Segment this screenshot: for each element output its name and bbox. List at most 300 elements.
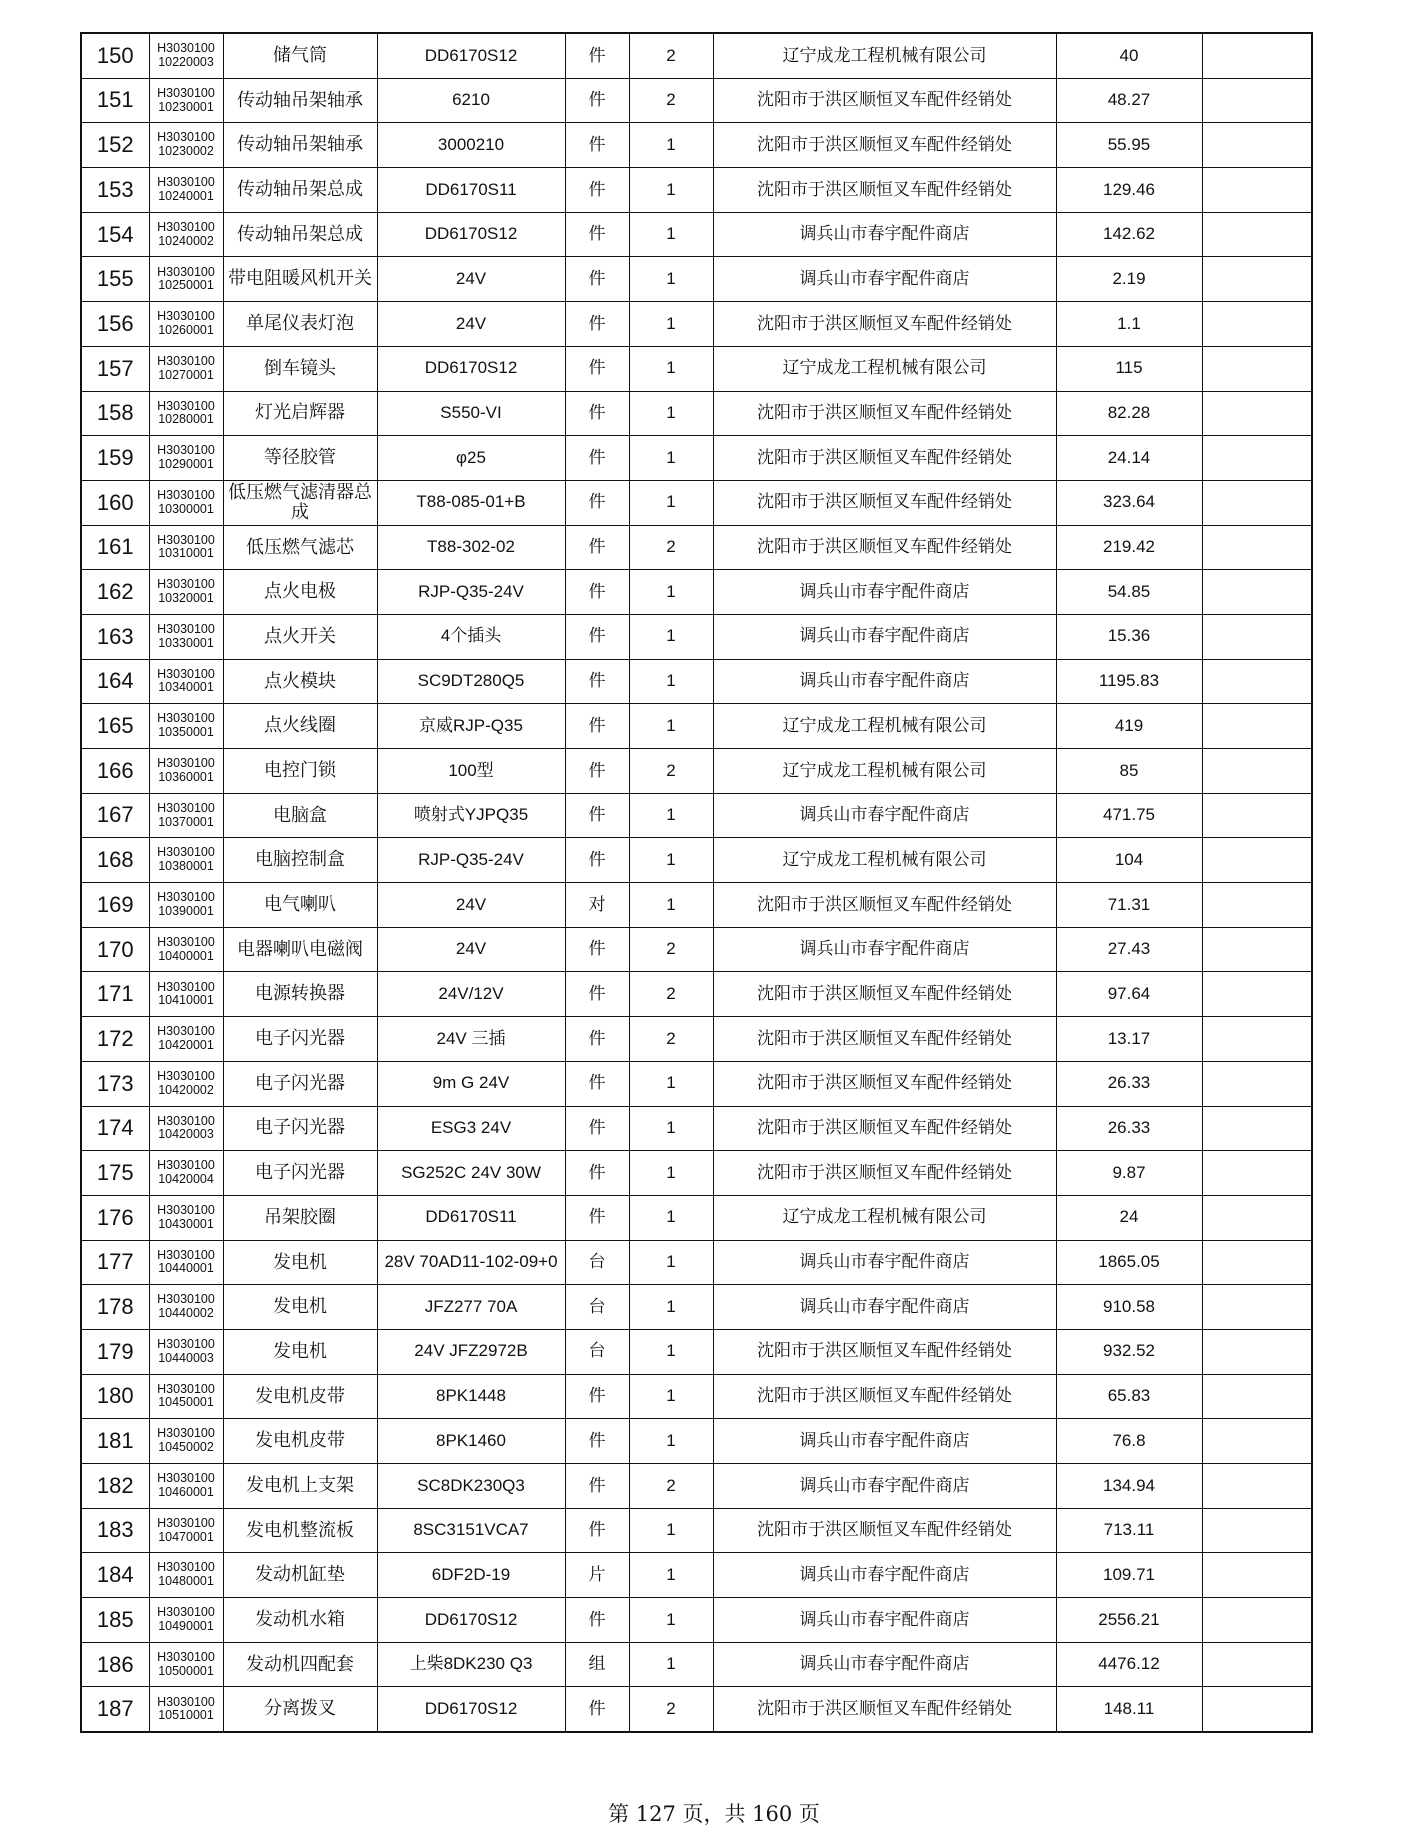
remark-cell [1202, 480, 1312, 525]
part-name-cell: 发电机皮带 [223, 1419, 377, 1464]
supplier-cell: 沈阳市于洪区顺恒叉车配件经销处 [713, 1329, 1056, 1374]
material-code-cell: H3030100 10420003 [149, 1106, 223, 1151]
supplier-cell: 调兵山市春宇配件商店 [713, 614, 1056, 659]
table-row [81, 1642, 1312, 1687]
quantity-cell: 1 [629, 793, 713, 838]
supplier-cell: 调兵山市春宇配件商店 [713, 1240, 1056, 1285]
quantity-cell: 2 [629, 1687, 713, 1732]
table-row [81, 1464, 1312, 1509]
part-spec-cell: 上柴8DK230 Q3 [377, 1642, 565, 1687]
table-row [81, 883, 1312, 928]
unit-price-cell: 1.1 [1056, 302, 1202, 347]
material-code-cell: H3030100 10440003 [149, 1329, 223, 1374]
part-spec-cell: 8SC3151VCA7 [377, 1508, 565, 1553]
part-spec-cell: S550-VI [377, 391, 565, 436]
supplier-cell: 调兵山市春宇配件商店 [713, 1464, 1056, 1509]
unit-cell: 件 [565, 1106, 629, 1151]
remark-cell [1202, 883, 1312, 928]
material-code-cell: H3030100 10240001 [149, 168, 223, 213]
table-row [81, 972, 1312, 1017]
part-spec-cell: DD6170S12 [377, 1598, 565, 1643]
row-number-cell: 184 [81, 1553, 149, 1598]
unit-price-cell: 65.83 [1056, 1374, 1202, 1419]
part-name-cell: 发动机缸垫 [223, 1553, 377, 1598]
part-spec-cell: 3000210 [377, 123, 565, 168]
quantity-cell: 1 [629, 704, 713, 749]
table-row [81, 212, 1312, 257]
row-number-cell: 170 [81, 927, 149, 972]
remark-cell [1202, 1017, 1312, 1062]
material-code-cell: H3030100 10290001 [149, 436, 223, 481]
part-name-cell: 传动轴吊架总成 [223, 212, 377, 257]
supplier-cell: 辽宁成龙工程机械有限公司 [713, 704, 1056, 749]
unit-cell: 件 [565, 346, 629, 391]
supplier-cell: 沈阳市于洪区顺恒叉车配件经销处 [713, 1508, 1056, 1553]
quantity-cell: 1 [629, 123, 713, 168]
material-code-cell: H3030100 10220003 [149, 33, 223, 78]
table-row [81, 704, 1312, 749]
unit-cell: 件 [565, 1017, 629, 1062]
remark-cell [1202, 1374, 1312, 1419]
part-name-cell: 传动轴吊架总成 [223, 168, 377, 213]
part-spec-cell: 24V [377, 257, 565, 302]
quantity-cell: 1 [629, 1374, 713, 1419]
quantity-cell: 1 [629, 480, 713, 525]
quantity-cell: 2 [629, 78, 713, 123]
supplier-cell: 沈阳市于洪区顺恒叉车配件经销处 [713, 1061, 1056, 1106]
table-row [81, 302, 1312, 347]
unit-cell: 件 [565, 704, 629, 749]
part-name-cell: 电控门锁 [223, 749, 377, 794]
material-code-cell: H3030100 10320001 [149, 570, 223, 615]
part-spec-cell: 6DF2D-19 [377, 1553, 565, 1598]
quantity-cell: 1 [629, 1598, 713, 1643]
part-name-cell: 分离拨叉 [223, 1687, 377, 1732]
table-row [81, 1061, 1312, 1106]
material-code-cell: H3030100 10430001 [149, 1195, 223, 1240]
supplier-cell: 辽宁成龙工程机械有限公司 [713, 1195, 1056, 1240]
remark-cell [1202, 1642, 1312, 1687]
part-name-cell: 电子闪光器 [223, 1151, 377, 1196]
table-row [81, 749, 1312, 794]
unit-cell: 台 [565, 1240, 629, 1285]
part-spec-cell: DD6170S12 [377, 346, 565, 391]
material-code-cell: H3030100 10490001 [149, 1598, 223, 1643]
unit-cell: 件 [565, 391, 629, 436]
unit-cell: 件 [565, 749, 629, 794]
row-number-cell: 155 [81, 257, 149, 302]
row-number-cell: 154 [81, 212, 149, 257]
quantity-cell: 1 [629, 346, 713, 391]
row-number-cell: 173 [81, 1061, 149, 1106]
supplier-cell: 沈阳市于洪区顺恒叉车配件经销处 [713, 972, 1056, 1017]
remark-cell [1202, 33, 1312, 78]
remark-cell [1202, 1195, 1312, 1240]
part-spec-cell: RJP-Q35-24V [377, 838, 565, 883]
part-spec-cell: 8PK1460 [377, 1419, 565, 1464]
part-spec-cell: SC9DT280Q5 [377, 659, 565, 704]
material-code-cell: H3030100 10310001 [149, 525, 223, 570]
remark-cell [1202, 1508, 1312, 1553]
unit-cell: 件 [565, 168, 629, 213]
part-spec-cell: DD6170S12 [377, 33, 565, 78]
row-number-cell: 174 [81, 1106, 149, 1151]
part-spec-cell: 8PK1448 [377, 1374, 565, 1419]
quantity-cell: 1 [629, 1061, 713, 1106]
table-row [81, 1419, 1312, 1464]
remark-cell [1202, 78, 1312, 123]
part-name-cell: 电子闪光器 [223, 1106, 377, 1151]
part-spec-cell: T88-085-01+B [377, 480, 565, 525]
unit-price-cell: 4476.12 [1056, 1642, 1202, 1687]
quantity-cell: 1 [629, 391, 713, 436]
table-row [81, 480, 1312, 525]
supplier-cell: 调兵山市春宇配件商店 [713, 793, 1056, 838]
part-spec-cell: 100型 [377, 749, 565, 794]
row-number-cell: 179 [81, 1329, 149, 1374]
row-number-cell: 182 [81, 1464, 149, 1509]
material-code-cell: H3030100 10450001 [149, 1374, 223, 1419]
remark-cell [1202, 1687, 1312, 1732]
unit-price-cell: 471.75 [1056, 793, 1202, 838]
remark-cell [1202, 659, 1312, 704]
supplier-cell: 调兵山市春宇配件商店 [713, 659, 1056, 704]
row-number-cell: 178 [81, 1285, 149, 1330]
table-row [81, 346, 1312, 391]
quantity-cell: 2 [629, 1017, 713, 1062]
part-spec-cell: 24V [377, 302, 565, 347]
supplier-cell: 调兵山市春宇配件商店 [713, 1285, 1056, 1330]
unit-price-cell: 142.62 [1056, 212, 1202, 257]
part-spec-cell: SG252C 24V 30W [377, 1151, 565, 1196]
row-number-cell: 167 [81, 793, 149, 838]
part-name-cell: 传动轴吊架轴承 [223, 78, 377, 123]
remark-cell [1202, 436, 1312, 481]
unit-cell: 件 [565, 972, 629, 1017]
material-code-cell: H3030100 10460001 [149, 1464, 223, 1509]
material-code-cell: H3030100 10420001 [149, 1017, 223, 1062]
part-spec-cell: 6210 [377, 78, 565, 123]
unit-price-cell: 55.95 [1056, 123, 1202, 168]
table-row [81, 257, 1312, 302]
unit-price-cell: 1865.05 [1056, 1240, 1202, 1285]
row-number-cell: 186 [81, 1642, 149, 1687]
unit-price-cell: 97.64 [1056, 972, 1202, 1017]
table-row [81, 1106, 1312, 1151]
row-number-cell: 180 [81, 1374, 149, 1419]
material-code-cell: H3030100 10240002 [149, 212, 223, 257]
part-name-cell: 电气喇叭 [223, 883, 377, 928]
table-row [81, 1374, 1312, 1419]
quantity-cell: 1 [629, 257, 713, 302]
material-code-cell: H3030100 10280001 [149, 391, 223, 436]
part-spec-cell: SC8DK230Q3 [377, 1464, 565, 1509]
part-name-cell: 发电机整流板 [223, 1508, 377, 1553]
unit-cell: 件 [565, 257, 629, 302]
unit-cell: 件 [565, 480, 629, 525]
unit-cell: 件 [565, 793, 629, 838]
supplier-cell: 沈阳市于洪区顺恒叉车配件经销处 [713, 1106, 1056, 1151]
material-code-cell: H3030100 10440001 [149, 1240, 223, 1285]
row-number-cell: 171 [81, 972, 149, 1017]
part-name-cell: 电子闪光器 [223, 1061, 377, 1106]
row-number-cell: 175 [81, 1151, 149, 1196]
part-name-cell: 低压燃气滤清器总成 [223, 480, 377, 525]
row-number-cell: 150 [81, 33, 149, 78]
unit-cell: 件 [565, 1151, 629, 1196]
remark-cell [1202, 391, 1312, 436]
unit-price-cell: 76.8 [1056, 1419, 1202, 1464]
row-number-cell: 159 [81, 436, 149, 481]
material-code-cell: H3030100 10440002 [149, 1285, 223, 1330]
quantity-cell: 1 [629, 838, 713, 883]
part-name-cell: 发动机水箱 [223, 1598, 377, 1643]
table-row [81, 570, 1312, 615]
quantity-cell: 1 [629, 436, 713, 481]
part-spec-cell: φ25 [377, 436, 565, 481]
row-number-cell: 151 [81, 78, 149, 123]
unit-cell: 件 [565, 614, 629, 659]
remark-cell [1202, 302, 1312, 347]
part-name-cell: 倒车镜头 [223, 346, 377, 391]
row-number-cell: 177 [81, 1240, 149, 1285]
remark-cell [1202, 1419, 1312, 1464]
remark-cell [1202, 123, 1312, 168]
unit-cell: 件 [565, 436, 629, 481]
material-code-cell: H3030100 10270001 [149, 346, 223, 391]
part-spec-cell: 9m G 24V [377, 1061, 565, 1106]
table-row [81, 1687, 1312, 1732]
unit-cell: 件 [565, 570, 629, 615]
unit-price-cell: 9.87 [1056, 1151, 1202, 1196]
material-code-cell: H3030100 10330001 [149, 614, 223, 659]
part-name-cell: 单尾仪表灯泡 [223, 302, 377, 347]
supplier-cell: 辽宁成龙工程机械有限公司 [713, 838, 1056, 883]
table-row [81, 1598, 1312, 1643]
remark-cell [1202, 838, 1312, 883]
row-number-cell: 166 [81, 749, 149, 794]
unit-price-cell: 104 [1056, 838, 1202, 883]
unit-price-cell: 26.33 [1056, 1106, 1202, 1151]
unit-cell: 件 [565, 1687, 629, 1732]
quantity-cell: 1 [629, 1195, 713, 1240]
table-row [81, 123, 1312, 168]
table-row [81, 1329, 1312, 1374]
remark-cell [1202, 1151, 1312, 1196]
remark-cell [1202, 1598, 1312, 1643]
quantity-cell: 2 [629, 927, 713, 972]
part-spec-cell: DD6170S12 [377, 1687, 565, 1732]
table-row [81, 1553, 1312, 1598]
part-spec-cell: 24V JFZ2972B [377, 1329, 565, 1374]
quantity-cell: 1 [629, 212, 713, 257]
unit-price-cell: 27.43 [1056, 927, 1202, 972]
unit-price-cell: 2.19 [1056, 257, 1202, 302]
unit-price-cell: 85 [1056, 749, 1202, 794]
table-row [81, 1195, 1312, 1240]
table-row [81, 78, 1312, 123]
supplier-cell: 沈阳市于洪区顺恒叉车配件经销处 [713, 302, 1056, 347]
unit-price-cell: 24.14 [1056, 436, 1202, 481]
part-spec-cell: T88-302-02 [377, 525, 565, 570]
unit-cell: 件 [565, 1061, 629, 1106]
unit-price-cell: 219.42 [1056, 525, 1202, 570]
material-code-cell: H3030100 10420002 [149, 1061, 223, 1106]
part-spec-cell: 4个插头 [377, 614, 565, 659]
unit-cell: 件 [565, 1464, 629, 1509]
row-number-cell: 152 [81, 123, 149, 168]
supplier-cell: 沈阳市于洪区顺恒叉车配件经销处 [713, 1017, 1056, 1062]
supplier-cell: 调兵山市春宇配件商店 [713, 1642, 1056, 1687]
unit-cell: 件 [565, 123, 629, 168]
unit-price-cell: 48.27 [1056, 78, 1202, 123]
quantity-cell: 1 [629, 1553, 713, 1598]
page-footer: 第 127 页，共 160 页 [608, 1802, 820, 1826]
remark-cell [1202, 749, 1312, 794]
part-name-cell: 低压燃气滤芯 [223, 525, 377, 570]
supplier-cell: 沈阳市于洪区顺恒叉车配件经销处 [713, 123, 1056, 168]
unit-price-cell: 2556.21 [1056, 1598, 1202, 1643]
unit-price-cell: 1195.83 [1056, 659, 1202, 704]
row-number-cell: 183 [81, 1508, 149, 1553]
unit-price-cell: 419 [1056, 704, 1202, 749]
quantity-cell: 1 [629, 302, 713, 347]
unit-cell: 件 [565, 302, 629, 347]
material-code-cell: H3030100 10250001 [149, 257, 223, 302]
part-name-cell: 电器喇叭电磁阀 [223, 927, 377, 972]
row-number-cell: 169 [81, 883, 149, 928]
part-spec-cell: 京威RJP-Q35 [377, 704, 565, 749]
part-spec-cell: DD6170S11 [377, 168, 565, 213]
remark-cell [1202, 525, 1312, 570]
unit-price-cell: 148.11 [1056, 1687, 1202, 1732]
table-row [81, 168, 1312, 213]
quantity-cell: 1 [629, 1329, 713, 1374]
part-name-cell: 发电机 [223, 1240, 377, 1285]
remark-cell [1202, 570, 1312, 615]
part-name-cell: 点火模块 [223, 659, 377, 704]
part-spec-cell: 24V/12V [377, 972, 565, 1017]
part-name-cell: 灯光启辉器 [223, 391, 377, 436]
part-spec-cell: JFZ277 70A [377, 1285, 565, 1330]
unit-cell: 台 [565, 1285, 629, 1330]
part-name-cell: 点火电极 [223, 570, 377, 615]
unit-price-cell: 115 [1056, 346, 1202, 391]
remark-cell [1202, 257, 1312, 302]
supplier-cell: 沈阳市于洪区顺恒叉车配件经销处 [713, 525, 1056, 570]
supplier-cell: 沈阳市于洪区顺恒叉车配件经销处 [713, 1374, 1056, 1419]
part-name-cell: 点火开关 [223, 614, 377, 659]
row-number-cell: 160 [81, 480, 149, 525]
part-name-cell: 发电机皮带 [223, 1374, 377, 1419]
unit-cell: 件 [565, 1195, 629, 1240]
part-name-cell: 带电阻暖风机开关 [223, 257, 377, 302]
row-number-cell: 158 [81, 391, 149, 436]
supplier-cell: 辽宁成龙工程机械有限公司 [713, 33, 1056, 78]
supplier-cell: 调兵山市春宇配件商店 [713, 1419, 1056, 1464]
supplier-cell: 沈阳市于洪区顺恒叉车配件经销处 [713, 78, 1056, 123]
quantity-cell: 1 [629, 1642, 713, 1687]
supplier-cell: 沈阳市于洪区顺恒叉车配件经销处 [713, 480, 1056, 525]
part-name-cell: 电源转换器 [223, 972, 377, 1017]
material-code-cell: H3030100 10510001 [149, 1687, 223, 1732]
quantity-cell: 2 [629, 972, 713, 1017]
supplier-cell: 沈阳市于洪区顺恒叉车配件经销处 [713, 883, 1056, 928]
supplier-cell: 调兵山市春宇配件商店 [713, 1553, 1056, 1598]
material-code-cell: H3030100 10230001 [149, 78, 223, 123]
part-name-cell: 吊架胶圈 [223, 1195, 377, 1240]
part-spec-cell: 24V [377, 927, 565, 972]
row-number-cell: 157 [81, 346, 149, 391]
remark-cell [1202, 1329, 1312, 1374]
quantity-cell: 1 [629, 168, 713, 213]
material-code-cell: H3030100 10410001 [149, 972, 223, 1017]
table-row [81, 1017, 1312, 1062]
remark-cell [1202, 972, 1312, 1017]
remark-cell [1202, 927, 1312, 972]
unit-cell: 件 [565, 659, 629, 704]
part-name-cell: 发电机 [223, 1285, 377, 1330]
part-name-cell: 传动轴吊架轴承 [223, 123, 377, 168]
remark-cell [1202, 212, 1312, 257]
quantity-cell: 1 [629, 883, 713, 928]
table-row [81, 614, 1312, 659]
row-number-cell: 162 [81, 570, 149, 615]
part-spec-cell: ESG3 24V [377, 1106, 565, 1151]
unit-cell: 件 [565, 78, 629, 123]
supplier-cell: 沈阳市于洪区顺恒叉车配件经销处 [713, 1151, 1056, 1196]
material-code-cell: H3030100 10370001 [149, 793, 223, 838]
table-row [81, 793, 1312, 838]
supplier-cell: 沈阳市于洪区顺恒叉车配件经销处 [713, 436, 1056, 481]
remark-cell [1202, 1464, 1312, 1509]
row-number-cell: 165 [81, 704, 149, 749]
material-code-cell: H3030100 10300001 [149, 480, 223, 525]
unit-cell: 对 [565, 883, 629, 928]
remark-cell [1202, 168, 1312, 213]
quantity-cell: 1 [629, 1151, 713, 1196]
unit-cell: 组 [565, 1642, 629, 1687]
unit-cell: 件 [565, 1419, 629, 1464]
part-name-cell: 等径胶管 [223, 436, 377, 481]
material-code-cell: H3030100 10400001 [149, 927, 223, 972]
row-number-cell: 168 [81, 838, 149, 883]
unit-cell: 件 [565, 525, 629, 570]
parts-price-table [80, 32, 1313, 1733]
quantity-cell: 1 [629, 1508, 713, 1553]
part-spec-cell: RJP-Q35-24V [377, 570, 565, 615]
table-row [81, 1285, 1312, 1330]
quantity-cell: 1 [629, 1106, 713, 1151]
part-name-cell: 点火线圈 [223, 704, 377, 749]
unit-price-cell: 932.52 [1056, 1329, 1202, 1374]
supplier-cell: 调兵山市春宇配件商店 [713, 927, 1056, 972]
material-code-cell: H3030100 10260001 [149, 302, 223, 347]
remark-cell [1202, 1285, 1312, 1330]
row-number-cell: 172 [81, 1017, 149, 1062]
table-row [81, 436, 1312, 481]
supplier-cell: 辽宁成龙工程机械有限公司 [713, 749, 1056, 794]
remark-cell [1202, 1240, 1312, 1285]
supplier-cell: 调兵山市春宇配件商店 [713, 1598, 1056, 1643]
unit-price-cell: 40 [1056, 33, 1202, 78]
unit-price-cell: 109.71 [1056, 1553, 1202, 1598]
unit-cell: 件 [565, 1598, 629, 1643]
part-name-cell: 发动机四配套 [223, 1642, 377, 1687]
row-number-cell: 156 [81, 302, 149, 347]
unit-cell: 件 [565, 838, 629, 883]
material-code-cell: H3030100 10480001 [149, 1553, 223, 1598]
